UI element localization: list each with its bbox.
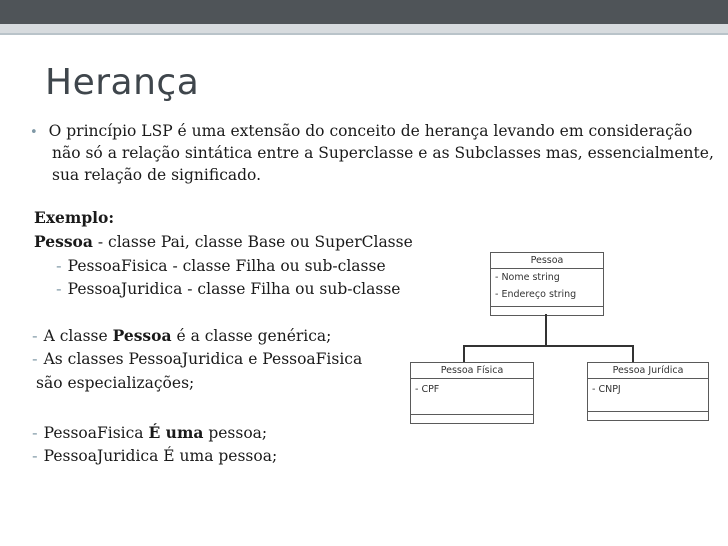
uml-method-divider <box>411 414 533 415</box>
slide-title: Herança <box>45 62 200 103</box>
dash-marker: - <box>32 424 38 442</box>
connector-trunk <box>545 314 547 346</box>
uml-class-pessoa <box>490 252 604 316</box>
header-band <box>0 24 728 33</box>
note-1 <box>32 325 331 347</box>
uml-class-title: Pessoa Física <box>411 363 533 379</box>
uml-class-title: Pessoa Jurídica <box>588 363 708 379</box>
uml-class-pessoa-juridica <box>587 362 709 421</box>
note-2-text: As classes PessoaJuridica e PessoaFisica <box>43 350 363 368</box>
uml-class-pessoa-fisica <box>410 362 534 424</box>
dash-marker: - <box>32 350 38 368</box>
note-2-continuation: são especializações; <box>36 374 195 392</box>
example-parent-desc: - classe Pai, classe Base ou SuperClasse <box>92 233 413 251</box>
intro-bullet <box>30 120 692 144</box>
intro-line-3: sua relação de significado. <box>52 166 262 184</box>
example-heading <box>34 207 114 229</box>
example-child-2-text: PessoaJuridica - classe Filha ou sub-classe <box>67 280 401 298</box>
header-bar <box>0 0 728 24</box>
intro-line-1: O princípio LSP é uma extensão do conceito de herança levando em consideração <box>48 122 693 140</box>
uml-attribute: - CNPJ <box>592 384 621 395</box>
uml-attribute: - Endereço string <box>495 289 577 300</box>
note-3-bold: É uma <box>148 423 204 442</box>
example-child-2 <box>56 278 400 300</box>
dash-marker: - <box>56 280 62 298</box>
uml-class-title: Pessoa <box>491 253 603 269</box>
example-parent-name: Pessoa <box>34 232 93 251</box>
uml-attribute: - Nome string <box>495 272 560 283</box>
note-1-pre: A classe <box>43 327 113 345</box>
note-1-bold: Pessoa <box>112 326 172 345</box>
example-heading-text: Exemplo: <box>34 208 115 227</box>
note-4-text: PessoaJuridica É uma pessoa; <box>43 447 278 465</box>
uml-attribute: - CPF <box>415 384 440 395</box>
example-parent-line <box>34 231 413 253</box>
note-3-post: pessoa; <box>203 424 268 442</box>
bullet-marker: • <box>30 125 38 140</box>
connector-bar <box>463 345 633 347</box>
note-3-pre: PessoaFisica <box>43 424 149 442</box>
uml-method-divider <box>491 306 603 307</box>
dash-marker: - <box>32 327 38 345</box>
dash-marker: - <box>56 257 62 275</box>
note-2 <box>32 348 362 370</box>
note-3 <box>32 422 267 444</box>
example-child-1-text: PessoaFisica - classe Filha ou sub-classe <box>67 257 386 275</box>
note-1-post: é a classe genérica; <box>171 327 332 345</box>
connector-left <box>463 345 465 363</box>
uml-method-divider <box>588 411 708 412</box>
intro-line-2: não só a relação sintática entre a Superclasse e as Subclasses mas, essencialmente, <box>52 144 714 162</box>
dash-marker: - <box>32 447 38 465</box>
example-child-1 <box>56 255 386 277</box>
connector-right <box>632 345 634 363</box>
note-4 <box>32 445 277 467</box>
header-rule <box>0 33 728 35</box>
